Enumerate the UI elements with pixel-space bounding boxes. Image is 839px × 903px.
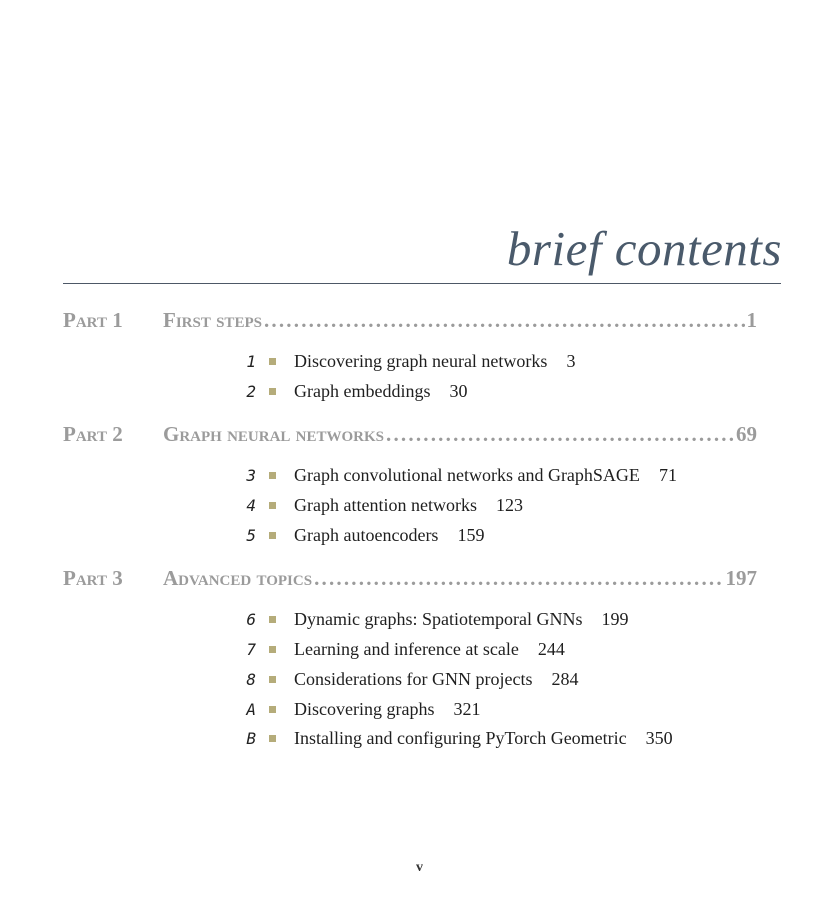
part-page-number: 1: [746, 308, 757, 332]
title-rule: [63, 283, 781, 284]
chapter-page-number: 321: [453, 698, 481, 719]
chapter-page-number: 71: [658, 464, 677, 485]
chapter-page-number: 3: [566, 350, 576, 371]
chapter-title: Graph embeddings: [294, 380, 431, 401]
chapter-entry-1[interactable]: [236, 348, 575, 374]
chapter-entry-3[interactable]: [236, 462, 677, 488]
chapter-number: 4: [246, 495, 256, 515]
leader-dots: [314, 566, 723, 591]
chapter-number: 1: [246, 351, 256, 371]
leader-dots: [386, 422, 734, 447]
part-label: Part 2: [63, 422, 123, 446]
square-bullet-icon: [269, 706, 276, 713]
appendix-entry-a[interactable]: [236, 696, 480, 722]
chapter-page-number: 244: [537, 638, 565, 659]
chapter-title: Dynamic graphs: Spatiotemporal GNNs: [294, 608, 583, 629]
chapter-title: Graph autoencoders: [294, 524, 439, 545]
part-title: First steps: [163, 308, 262, 332]
chapter-entry-6[interactable]: [236, 606, 628, 632]
leader-dots: [264, 308, 745, 333]
chapter-page-number: 199: [601, 608, 629, 629]
square-bullet-icon: [269, 646, 276, 653]
chapter-title: Learning and inference at scale: [294, 638, 519, 659]
part-title: Graph neural networks: [163, 422, 385, 446]
chapter-title: Discovering graph neural networks: [294, 350, 548, 371]
chapter-entry-7[interactable]: [236, 636, 565, 662]
part-page-number: 69: [736, 422, 757, 446]
square-bullet-icon: [269, 358, 276, 365]
chapter-entry-2[interactable]: [236, 378, 467, 404]
square-bullet-icon: [269, 676, 276, 683]
page-number-footer: v: [416, 860, 423, 875]
chapter-number: 7: [246, 639, 256, 659]
chapter-page-number: 350: [645, 727, 673, 748]
chapter-entry-8[interactable]: [236, 666, 578, 692]
chapter-entry-5[interactable]: [236, 522, 484, 548]
chapter-page-number: 159: [457, 524, 485, 545]
part-heading-3[interactable]: [63, 566, 757, 594]
chapter-title: Considerations for GNN projects: [294, 668, 533, 689]
part-label: Part 3: [63, 566, 123, 590]
chapter-number: B: [246, 728, 256, 748]
chapter-page-number: 284: [551, 668, 579, 689]
chapter-number: 2: [246, 381, 256, 401]
part-heading-2[interactable]: [63, 422, 757, 450]
chapter-title: Installing and configuring PyTorch Geometric: [294, 727, 627, 748]
part-label: Part 1: [63, 308, 123, 332]
part-heading-1[interactable]: [63, 308, 757, 336]
part-page-number: 197: [725, 566, 757, 590]
square-bullet-icon: [269, 532, 276, 539]
chapter-number: 6: [246, 609, 256, 629]
square-bullet-icon: [269, 735, 276, 742]
chapter-entry-4[interactable]: [236, 492, 523, 518]
chapter-number: 3: [246, 465, 256, 485]
chapter-number: 8: [246, 669, 256, 689]
chapter-page-number: 123: [495, 494, 523, 515]
square-bullet-icon: [269, 502, 276, 509]
square-bullet-icon: [269, 388, 276, 395]
chapter-title: Discovering graphs: [294, 698, 435, 719]
chapter-title: Graph convolutional networks and GraphSAGE: [294, 464, 640, 485]
appendix-entry-b[interactable]: [236, 725, 673, 751]
chapter-title: Graph attention networks: [294, 494, 477, 515]
chapter-number: A: [246, 699, 256, 719]
square-bullet-icon: [269, 472, 276, 479]
page-title: brief contents: [506, 221, 782, 276]
square-bullet-icon: [269, 616, 276, 623]
chapter-number: 5: [246, 525, 256, 545]
chapter-page-number: 30: [449, 380, 468, 401]
part-title: Advanced topics: [163, 566, 313, 590]
